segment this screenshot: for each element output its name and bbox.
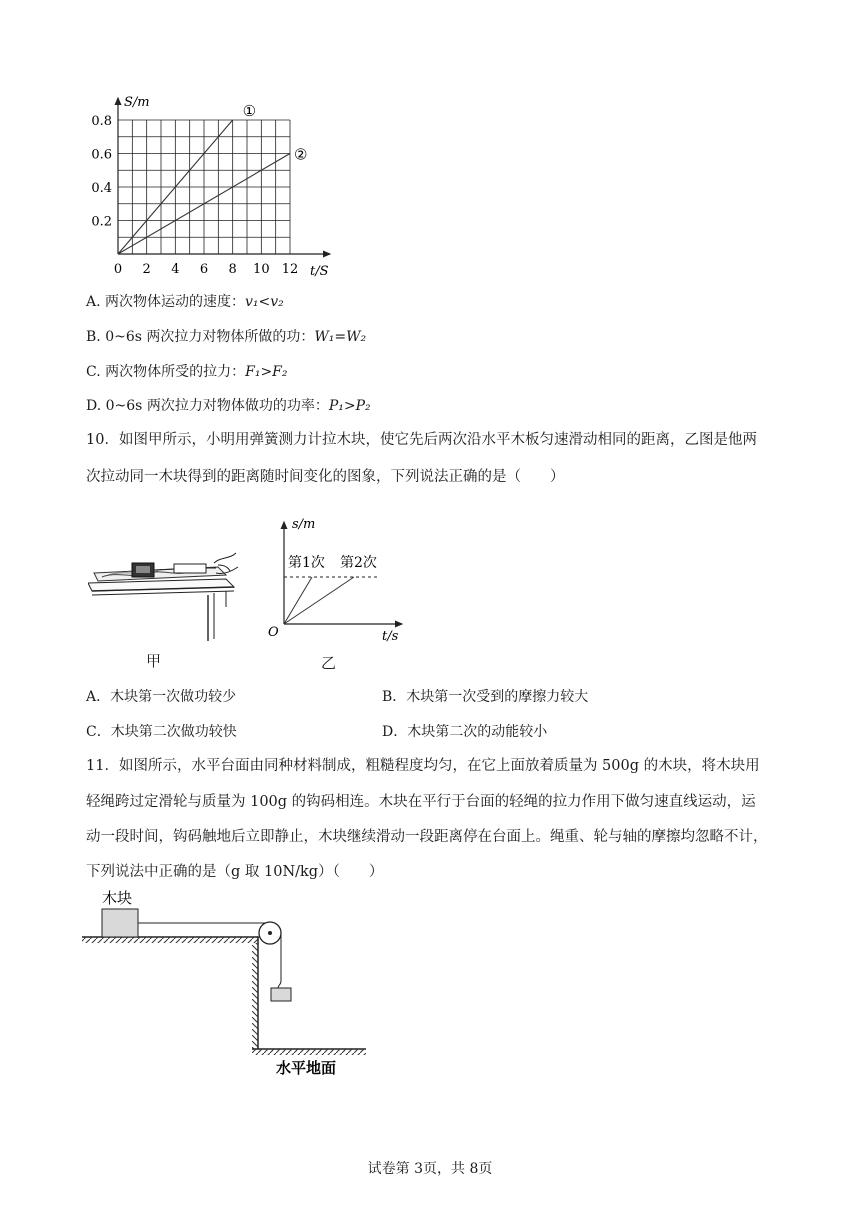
graph-label-first: 第1次 <box>288 555 325 571</box>
q10-figure-yi <box>262 512 412 642</box>
table-spring-scale-drawing <box>88 545 248 675</box>
st-graph-figure <box>80 92 340 282</box>
series-second-line <box>284 577 354 624</box>
q11-stem-line3: 动一段时间，钩码触地后立即静止，木块继续滑动一段距离停在台面上。绳重、轮与轴的摩擦均忽略不计， <box>86 829 768 845</box>
series-label-1: ① <box>242 102 257 120</box>
x-tick-label: 8 <box>228 262 237 277</box>
q9-option-b <box>86 327 366 347</box>
ground-label: 水平地面 <box>276 1059 337 1077</box>
y-tick-label: 0.6 <box>91 147 112 163</box>
graph-label-second: 第2次 <box>340 555 377 571</box>
q9-option-d <box>86 396 371 416</box>
x-tick-label: 2 <box>142 262 151 277</box>
option-letter: B. <box>86 329 101 345</box>
option-text: 两次物体所受的拉力： <box>105 364 246 380</box>
q10-stem-line2: 次拉动同一木块得到的距离随时间变化的图象，下列说法正确的是（ ） <box>86 469 565 485</box>
q11-pulley-figure <box>78 885 378 1080</box>
q10-option-b: B．木块第一次受到的摩擦力较大 <box>382 689 589 705</box>
series-first-line <box>284 577 312 624</box>
q10-option-a: A．木块第一次做功较少 <box>86 689 237 705</box>
y-tick-label: 0.8 <box>91 114 112 129</box>
q11-stem-line1: 11．如图所示，水平台面由同种材料制成，粗糙程度均匀，在它上面放着质量为 500g 的木块，将木块用 <box>86 758 760 774</box>
option-math: W₁=W₂ <box>314 329 367 345</box>
figure-label-yi: 乙 <box>321 654 337 672</box>
option-letter: D. <box>86 398 102 414</box>
x-tick-label: 6 <box>199 262 209 277</box>
option-math: P₁>P₂ <box>328 398 371 414</box>
option-letter: C. <box>86 364 101 380</box>
option-text: 0~6s 两次拉力对物体做功的功率： <box>105 398 329 414</box>
x-axis-label: t/S <box>310 264 329 279</box>
q11-stem-line2: 轻绳跨过定滑轮与质量为 100g 的钩码相连。木块在平行于台面的轻绳的拉力作用下做匀速直线运动，运 <box>86 794 756 810</box>
graph-origin: O <box>268 625 279 640</box>
q9-option-c <box>86 362 288 382</box>
q9-option-a <box>86 292 284 312</box>
x-tick-label: 4 <box>171 262 180 277</box>
x-tick-label: 0 <box>113 262 123 277</box>
option-math: F₁>F₂ <box>245 364 288 380</box>
pulley-drawing <box>78 885 378 1080</box>
option-math: v₁<v₂ <box>245 294 284 310</box>
option-text: 两次物体运动的速度： <box>105 294 246 310</box>
page-footer: 试卷第 3页，共 8页 <box>367 1161 493 1177</box>
option-text: 0~6s 两次拉力对物体所做的功： <box>105 329 315 345</box>
figure-label-jia: 甲 <box>146 652 162 670</box>
x-tick-label: 10 <box>253 262 270 277</box>
st-graph-svg <box>80 92 340 282</box>
hook-weight <box>271 988 291 1001</box>
x-tick-label: 12 <box>281 262 299 277</box>
q10-stem-line1: 10．如图甲所示，小明用弹簧测力计拉木块，使它先后两次沿水平木板匀速滑动相同的距离，乙图是他两 <box>86 432 757 448</box>
graph-xlabel: t/s <box>382 629 399 642</box>
q10-option-c: C．木块第二次做功较快 <box>86 724 237 740</box>
series-label-2: ② <box>294 145 308 164</box>
q10-figure-jia <box>88 545 248 675</box>
option-letter: A. <box>86 294 101 310</box>
block-label: 木块 <box>102 889 133 907</box>
q10-option-d: D．木块第二次的动能较小 <box>382 724 548 740</box>
q10-st-graph <box>262 512 412 642</box>
wood-block <box>102 909 138 937</box>
y-axis-label: S/m <box>124 95 150 110</box>
y-tick-label: 0.2 <box>91 214 112 230</box>
y-tick-label: 0.4 <box>91 181 112 196</box>
graph-ylabel: s/m <box>292 517 316 532</box>
q11-stem-line4: 下列说法中正确的是（g 取 10N/kg）（ ） <box>86 864 384 880</box>
